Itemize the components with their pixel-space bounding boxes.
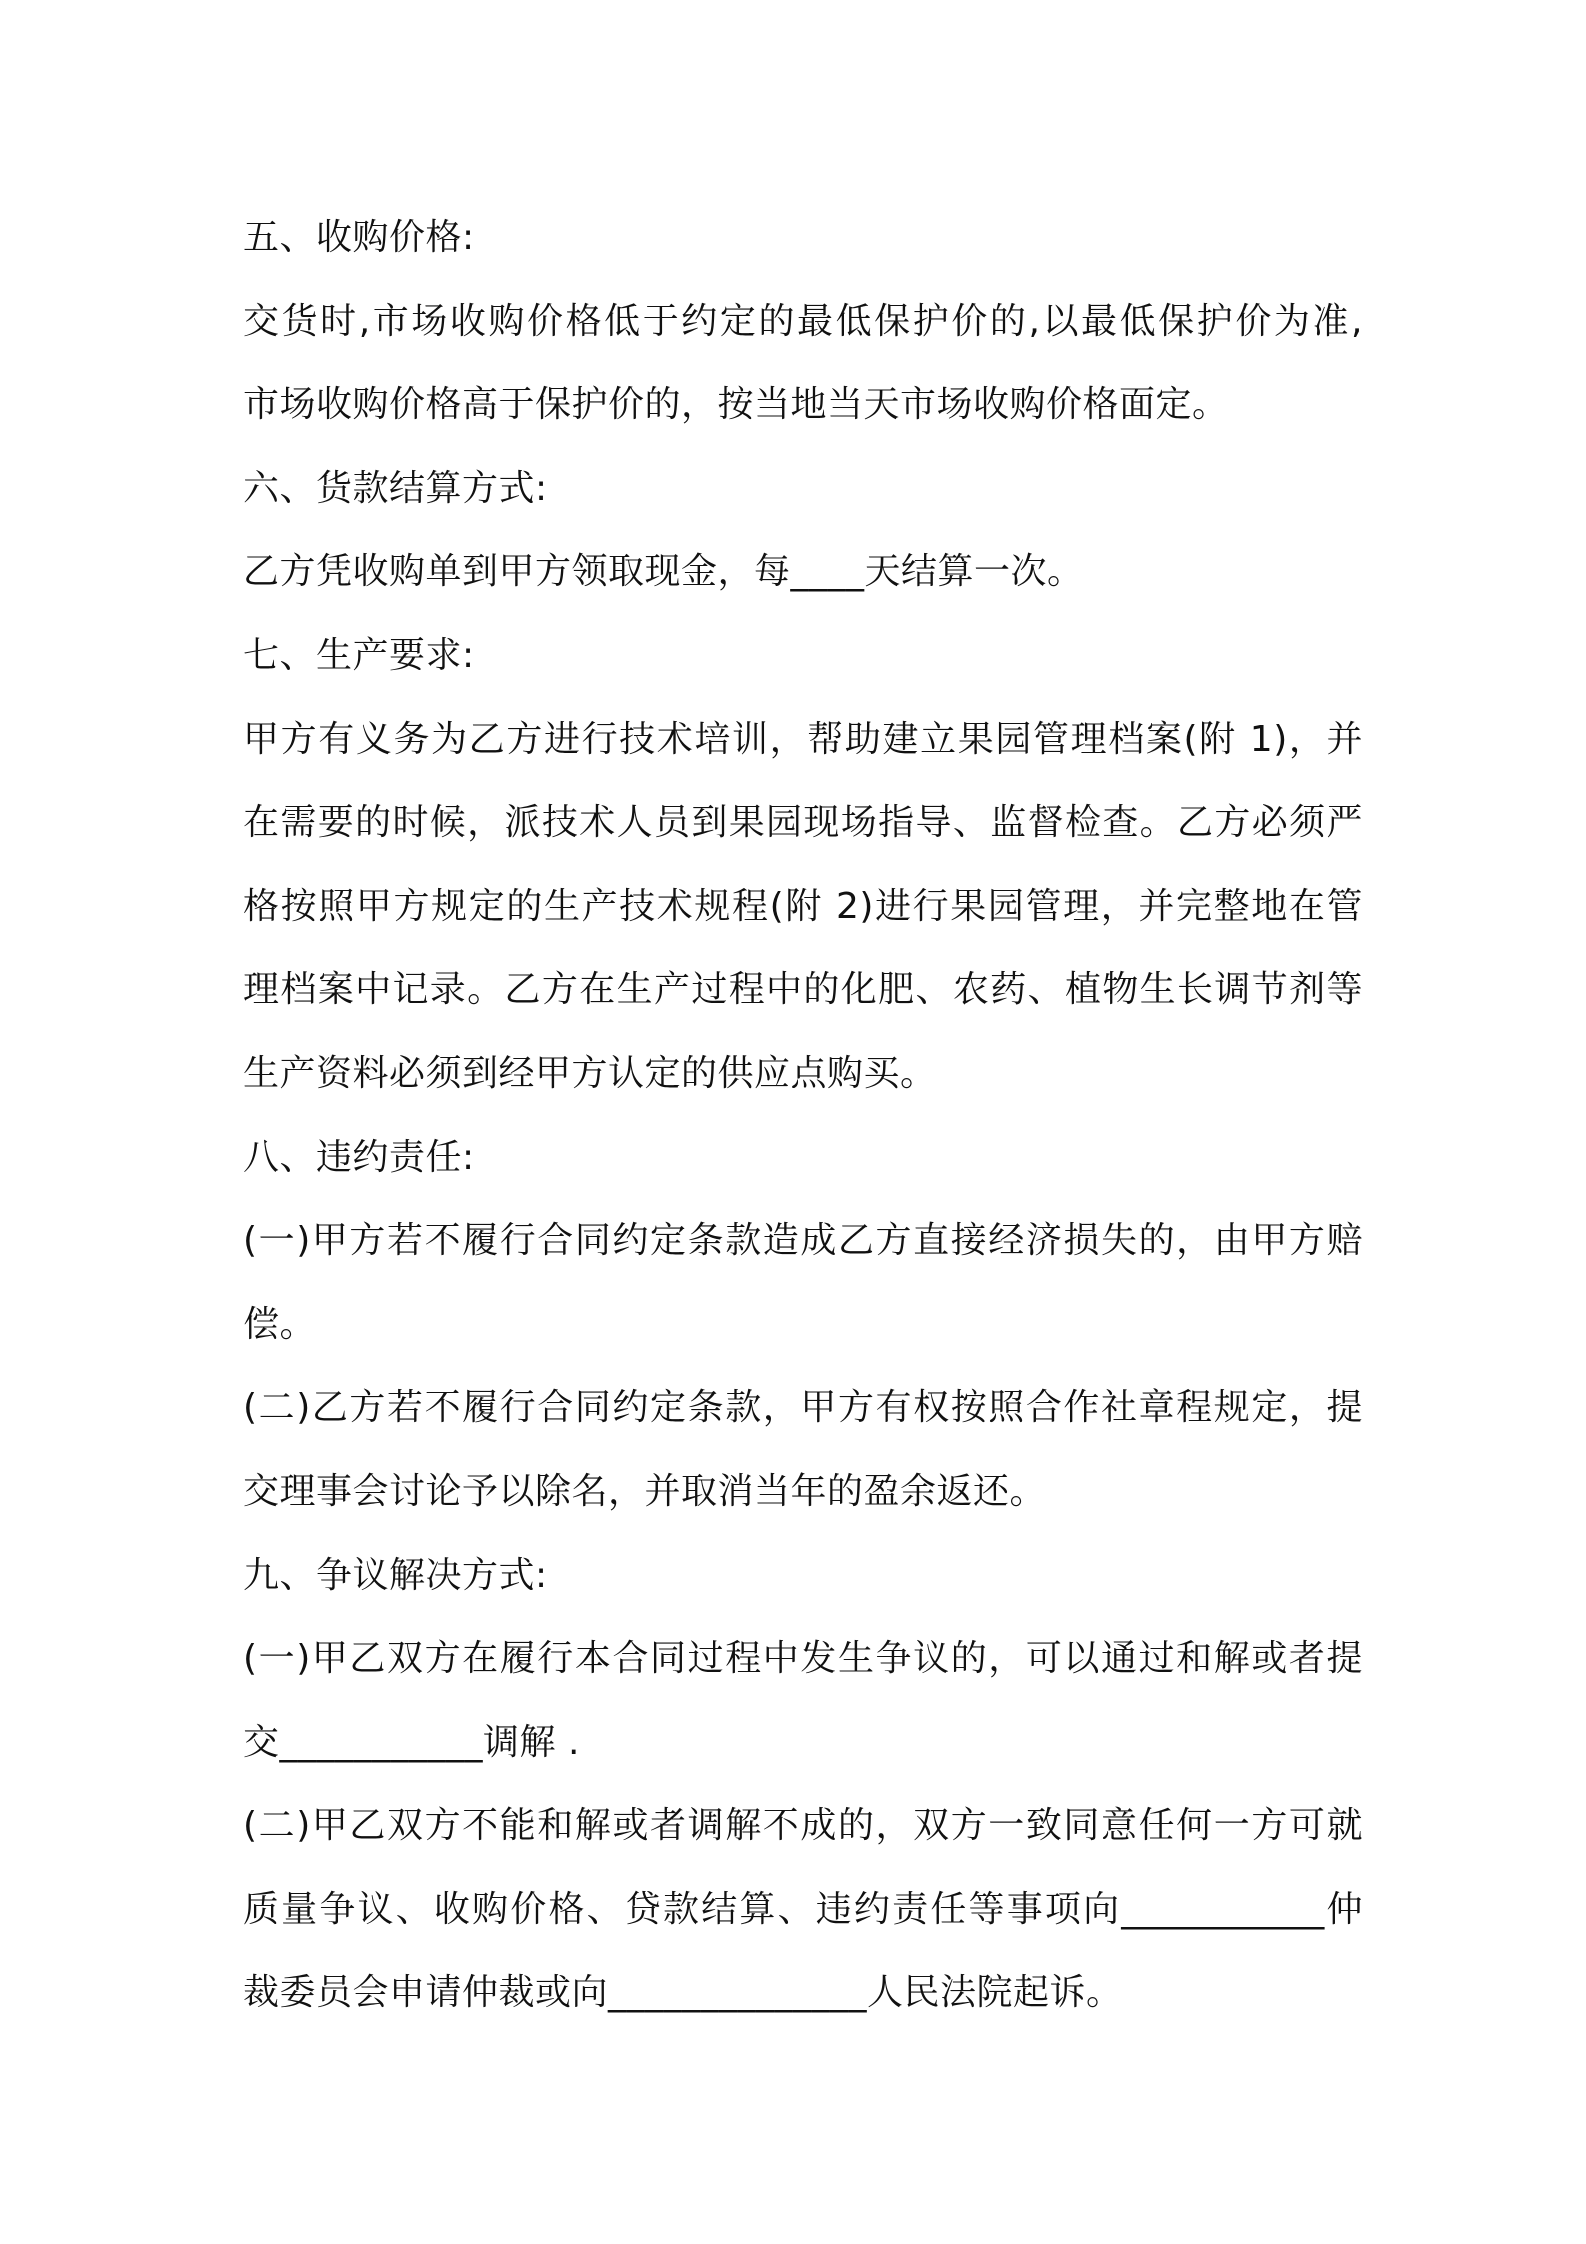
paragraph-line: 交理事会讨论予以除名，并取消当年的盈余返还。 xyxy=(243,1470,1047,1512)
paragraph-line: 生产资料必须到经甲方认定的供应点购买。 xyxy=(243,1052,937,1094)
document-body xyxy=(243,196,1363,2035)
section-heading-price: 五、收购价格: xyxy=(243,217,475,258)
paragraph-line: 乙方凭收购单到甲方领取现金，每____天结算一次。 xyxy=(243,551,1084,593)
paragraph-line: 甲方有义务为乙方进行技术培训，帮助建立果园管理档案(附 1)，并 xyxy=(243,718,1363,760)
section-heading-liability: 八、违约责任: xyxy=(243,1136,475,1178)
paragraph-line: 裁委员会申请仲裁或向______________人民法院起诉。 xyxy=(243,1972,1123,2014)
paragraph-line: 偿。 xyxy=(243,1303,317,1345)
paragraph-line: 理档案中记录。乙方在生产过程中的化肥、农药、植物生长调节剂等 xyxy=(243,969,1363,1011)
paragraph-line: 市场收购价格高于保护价的，按当地当天市场收购价格面定。 xyxy=(243,384,1229,426)
section-heading-production: 七、生产要求: xyxy=(243,634,475,676)
paragraph-line: (二)甲乙双方不能和解或者调解不成的，双方一致同意任何一方可就 xyxy=(243,1805,1363,1847)
section-heading-dispute: 九、争议解决方式: xyxy=(243,1554,548,1596)
paragraph-line: (一)甲方若不履行合同约定条款造成乙方直接经济损失的，由甲方赔 xyxy=(243,1220,1363,1262)
paragraph-line: (一)甲乙双方在履行本合同过程中发生争议的，可以通过和解或者提 xyxy=(243,1638,1363,1680)
paragraph-line: 在需要的时候，派技术人员到果园现场指导、监督检查。乙方必须严 xyxy=(243,802,1363,844)
paragraph-line: 交___________调解 . xyxy=(243,1721,580,1763)
paragraph-line: (二)乙方若不履行合同约定条款，甲方有权按照合作社章程规定，提 xyxy=(243,1387,1363,1429)
paragraph-line: 质量争议、收购价格、贷款结算、违约责任等事项向___________仲 xyxy=(243,1888,1363,1930)
paragraph-line: 交货时,市场收购价格低于约定的最低保护价的,以最低保护价为准, xyxy=(243,300,1363,342)
paragraph-line: 格按照甲方规定的生产技术规程(附 2)进行果园管理，并完整地在管 xyxy=(243,885,1363,927)
section-heading-settlement: 六、货款结算方式: xyxy=(243,467,548,509)
